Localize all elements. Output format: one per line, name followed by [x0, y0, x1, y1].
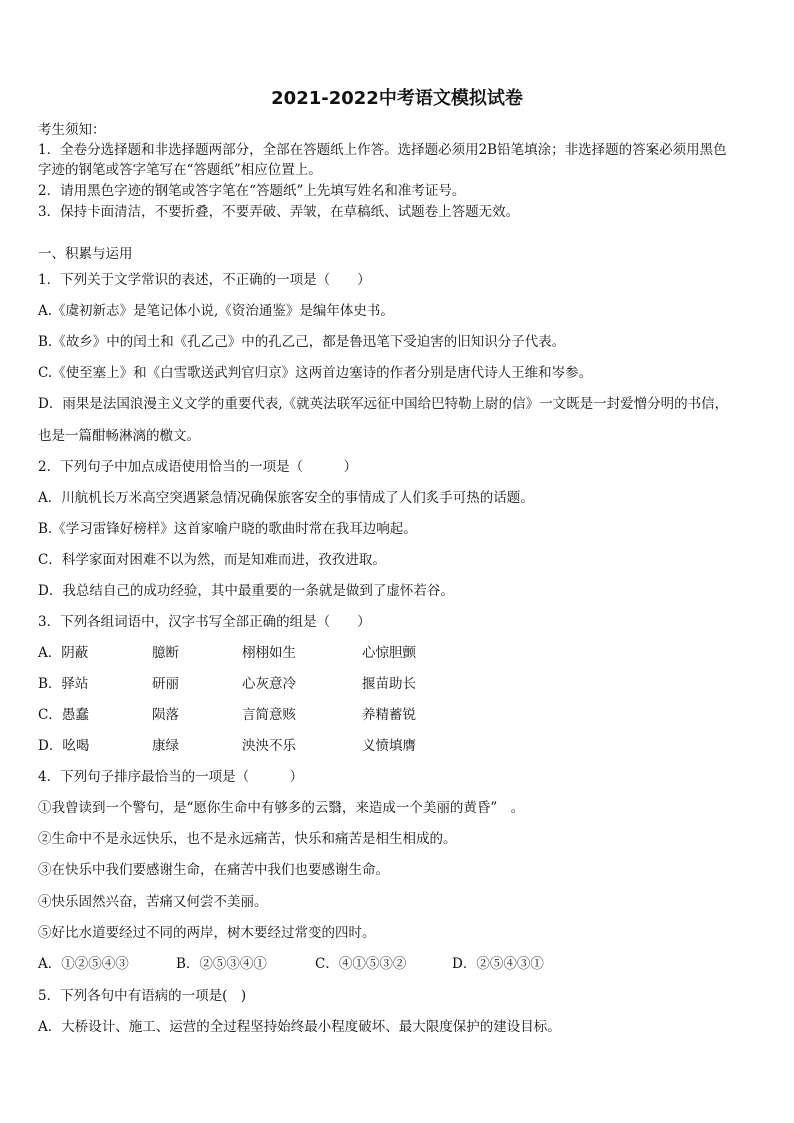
q4-stem: 4．下列句子排序最恰当的一项是（ ）	[38, 769, 304, 785]
q3-cell: 言简意赅	[242, 707, 296, 723]
notice-heading: 考生须知：	[38, 122, 106, 138]
q3-cell: 泱泱不乐	[242, 738, 296, 754]
q3-cell: 心惊胆颤	[362, 645, 416, 661]
q1-option-d-cont: 也是一篇酣畅淋漓的檄文。	[38, 428, 200, 444]
q4-option-a: A．①②⑤④③	[38, 956, 129, 972]
q1-option-c: C.《使至塞上》和《白雪歌送武判官归京》这两首边塞诗的作者分别是唐代诗人王维和岑参。	[38, 365, 593, 381]
q3-cell: 揠苗助长	[362, 676, 416, 692]
q3-stem: 3．下列各组词语中，汉字书写全部正确的组是（ ）	[38, 614, 371, 630]
q2-option-d: D．我总结自己的成功经验，其中最重要的一条就是做到了虚怀若谷。	[38, 583, 454, 599]
q3-cell: A．阴蔽	[38, 645, 89, 661]
q4-option-d: D．②⑤④③①	[452, 956, 544, 972]
q3-cell: 陨落	[152, 707, 179, 723]
q3-cell: 臆断	[152, 645, 179, 661]
q1-option-b: B.《故乡》中的闰土和《孔乙己》中的孔乙己，都是鲁迅笔下受迫害的旧知识分子代表。	[38, 334, 566, 350]
q3-cell: B．驿站	[38, 676, 89, 692]
q1-option-a: A.《虞初新志》是笔记体小说,《资治通鉴》是编年体史书。	[38, 303, 394, 319]
q2-stem: 2．下列句子中加点成语使用恰当的一项是（ ）	[38, 459, 358, 475]
q1-stem: 1．下列关于文学常识的表述，不正确的一项是（ ）	[38, 272, 371, 288]
q3-cell: D．吆喝	[38, 738, 90, 754]
q4-sentence-1: ①我曾读到一个警句，是“愿你生命中有够多的云翳，来造成一个美丽的黄昏” 。	[38, 800, 525, 816]
q4-option-b: B．②⑤③④①	[176, 956, 267, 972]
q4-option-c: C．④①⑤③②	[315, 956, 407, 972]
q5-option-a: A．大桥设计、施工、运营的全过程坚持始终最小程度破坏、最大限度保护的建设目标。	[38, 1019, 561, 1035]
q2-option-b: B.《学习雷锋好榜样》这首家喻户晓的歌曲时常在我耳边响起。	[38, 521, 417, 537]
q3-cell: 栩栩如生	[242, 645, 296, 661]
q3-cell: 康绿	[152, 738, 179, 754]
q5-stem: 5．下列各句中有语病的一项是( )	[38, 988, 247, 1004]
q3-cell: C．愚蠢	[38, 707, 89, 723]
q3-cell: 研丽	[152, 676, 179, 692]
q3-cell: 心灰意冷	[242, 676, 296, 692]
section-heading: 一、积累与运用	[38, 246, 133, 262]
q2-option-c: C．科学家面对困难不以为然，而是知难而进，孜孜进取。	[38, 552, 386, 568]
notice-item-3: 3．保持卡面清洁，不要折叠，不要弄破、弄皱，在草稿纸、试题卷上答题无效。	[38, 204, 520, 220]
page-title: 2021-2022中考语文模拟试卷	[271, 88, 523, 109]
q4-sentence-2: ②生命中不是永远快乐，也不是永远痛苦，快乐和痛苦是相生相成的。	[38, 831, 457, 847]
q4-sentence-3: ③在快乐中我们要感谢生命，在痛苦中我们也要感谢生命。	[38, 862, 389, 878]
q3-cell: 养精蓄锐	[362, 707, 416, 723]
notice-item-2: 2．请用黑色字迹的钢笔或答字笔在“答题纸”上先填写姓名和准考证号。	[38, 183, 466, 199]
notice-item-1-cont: 字迹的钢笔或答字笔写在“答题纸”相应位置上。	[38, 162, 322, 178]
notice-item-1: 1．全卷分选择题和非选择题两部分，全部在答题纸上作答。选择题必须用2B铅笔填涂；非选择题的答案必须用黑色	[38, 142, 727, 158]
q1-option-d: D．雨果是法国浪漫主义文学的重要代表,《就英法联军远征中国给巴特勒上尉的信》一文既是一封爱憎分明的书信，	[38, 396, 729, 412]
q2-option-a: A．川航机长万米高空突遇紧急情况确保旅客安全的事情成了人们炙手可热的话题。	[38, 490, 534, 506]
q4-sentence-4: ④快乐固然兴奋，苦痛又何尝不美丽。	[38, 894, 268, 910]
q4-sentence-5: ⑤好比水道要经过不同的两岸，树木要经过常变的四时。	[38, 925, 376, 941]
q3-cell: 义愤填膺	[362, 738, 416, 754]
